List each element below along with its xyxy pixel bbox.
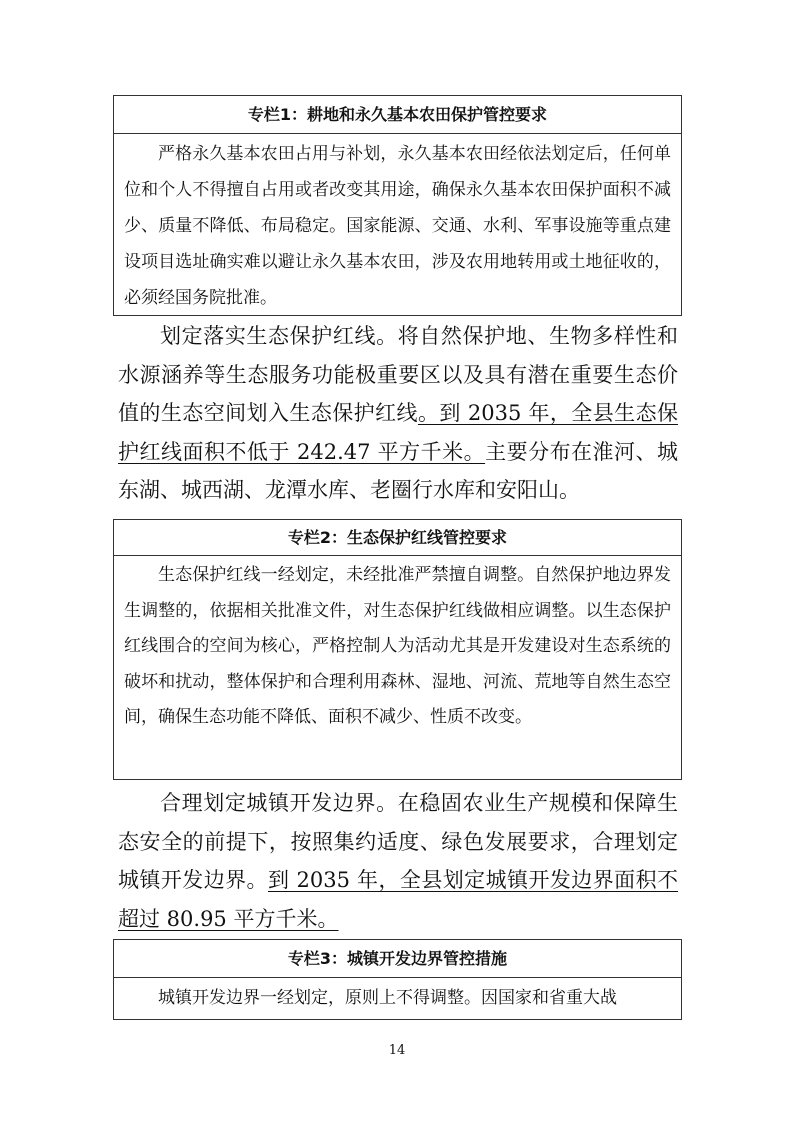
paragraph-1-lead: 划定落实生态保护红线。将自然保护地、生物多样性和水源涵养等生态服务功能极重要区以及具有潜在重要生态价值的生态空间划入生态保护红线 [118,324,678,425]
page-number: 14 [388,1043,406,1058]
paragraph-urban-boundary [118,784,678,938]
box-2-title: 专栏2：生态保护红线管控要求 [114,520,681,556]
box-3-title: 专栏3：城镇开发边界管控措施 [114,940,681,978]
box-1-title: 专栏1：耕地和永久基本农田保护管控要求 [114,96,681,134]
paragraph-ecological-red-line [118,317,678,510]
box-3 [113,939,682,1020]
paragraph-2-lead: 合理划定城镇开发边界。在稳固农业生产规模和保障生态安全的前提下，按照集约适度、绿色发展要求，合理划定城镇开发边界。 [118,791,678,892]
paragraph-2-underlined: 到 2035 年，全县划定城镇开发边界面积不超过 80.95 平方千米。 [118,868,679,931]
box-2 [113,519,682,780]
box-2-body: 生态保护红线一经划定，未经批准严禁擅自调整。自然保护地边界发生调整的，依据相关批准文件，对生态保护红线做相应调整。以生态保护红线围合的空间为核心，严格控制人为活动尤其是开发建设对生态系统的破坏和扰动，整体保护和合理利用森林、湿地、河流、荒地等自然生态空间，确保生态功能不降低、面积不减少、性质不改变。 [124,565,671,727]
box-1-body: 严格永久基本农田占用与补划，永久基本农田经依法划定后，任何单位和个人不得擅自占用或者改变其用途，确保永久基本农田保护面积不减少、质量不降低、布局稳定。国家能源、交通、水利、军事设施等重点建设项目选址确实难以避让永久基本农田，涉及农用地转用或土地征收的，必须经国务院批准。 [124,144,671,308]
paragraph-1-underlined: 。到 2035 年，全县生态保护红线面积不低于 242.47 平方千米。 [118,401,678,464]
box-1 [113,95,682,316]
box-3-body: 城镇开发边界一经划定，原则上不得调整。因国家和省重大战 [158,988,617,1008]
paragraph-1-tail: 主要分布在淮河、城东湖、城西湖、龙潭水库、老圈行水库和安阳山。 [118,439,678,502]
